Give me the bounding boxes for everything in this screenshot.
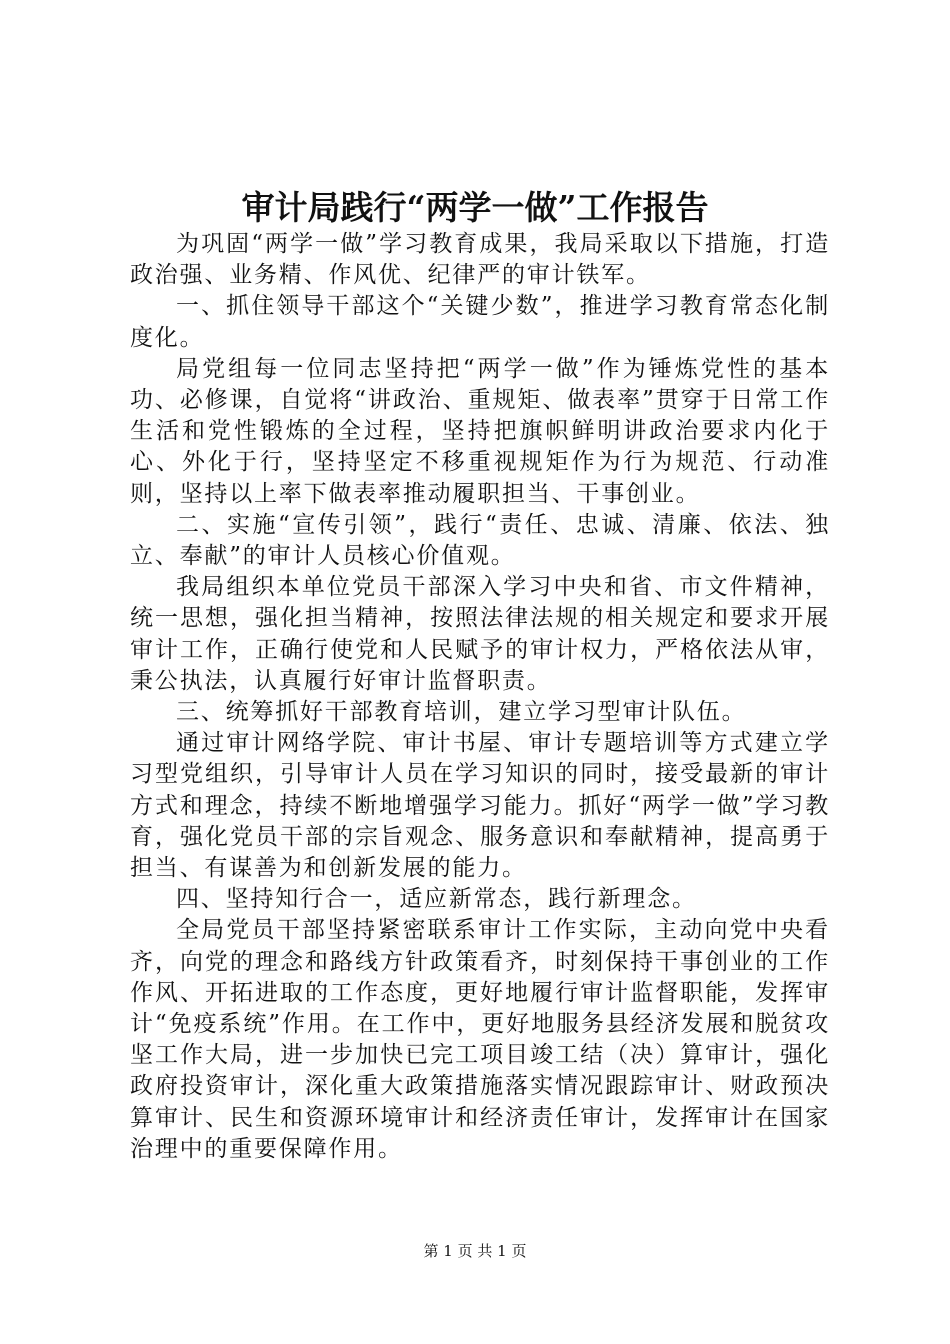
section-heading-2: 二、实施“宣传引领”，践行“责任、忠诚、清廉、依法、独立、奉献”的审计人员核心价值观。 [130, 511, 830, 570]
paragraph-intro: 为巩固“两学一做”学习教育成果，我局采取以下措施，打造政治强、业务精、作风优、纪律严的审计铁军。 [130, 231, 830, 289]
document-body [130, 229, 830, 1165]
section-heading-3: 三、统筹抓好干部教育培训，建立学习型审计队伍。 [176, 699, 747, 726]
paragraph-section-2: 我局组织本单位党员干部深入学习中央和省、市文件精神，统一思想，强化担当精神，按照法律法规的相关规定和要求开展审计工作，正确行使党和人民赋予的审计权力，严格依法从审，秉公执法，认真履行好审计监督职责。 [130, 574, 830, 694]
paragraph-section-3: 通过审计网络学院、审计书屋、审计专题培训等方式建立学习型党组织，引导审计人员在学习知识的同时，接受最新的审计方式和理念，持续不断地增强学习能力。抓好“两学一做”学习教育，强化党员干部的宗旨观念、服务意识和奉献精神，提高勇于担当、有谋善为和创新发展的能力。 [130, 730, 830, 882]
section-heading-4: 四、坚持知行合一，适应新常态，践行新理念。 [176, 886, 697, 913]
paragraph-section-1: 局党组每一位同志坚持把“两学一做”作为锤炼党性的基本功、必修课，自觉将“讲政治、重规矩、做表率”贯穿于日常工作生活和党性锻炼的全过程，坚持把旗帜鲜明讲政治要求内化于心、外化于行，坚持坚定不移重视规矩作为行为规范、行动准则，坚持以上率下做表率推动履职担当、干事创业。 [130, 355, 830, 507]
document-title: 审计局践行“两学一做”工作报告 [241, 188, 709, 227]
section-heading-1: 一、抓住领导干部这个“关键少数”，推进学习教育常态化制度化。 [130, 293, 830, 351]
paragraph-section-4: 全局党员干部坚持紧密联系审计工作实际，主动向党中央看齐，向党的理念和路线方针政策看齐，时刻保持干事创业的工作作风、开拓进取的工作态度，更好地履行审计监督职能，发挥审计“免疫系统”作用。在工作中，更好地服务县经济发展和脱贫攻坚工作大局，进一步加快已完工项目竣工结（决）算审计，强化政府投资审计，深化重大政策措施落实情况跟踪审计、财政预决算审计、民生和资源环境审计和经济责任审计，发挥审计在国家治理中的重要保障作用。 [130, 917, 830, 1162]
page-number-footer: 第 1 页 共 1 页 [423, 1242, 527, 1260]
